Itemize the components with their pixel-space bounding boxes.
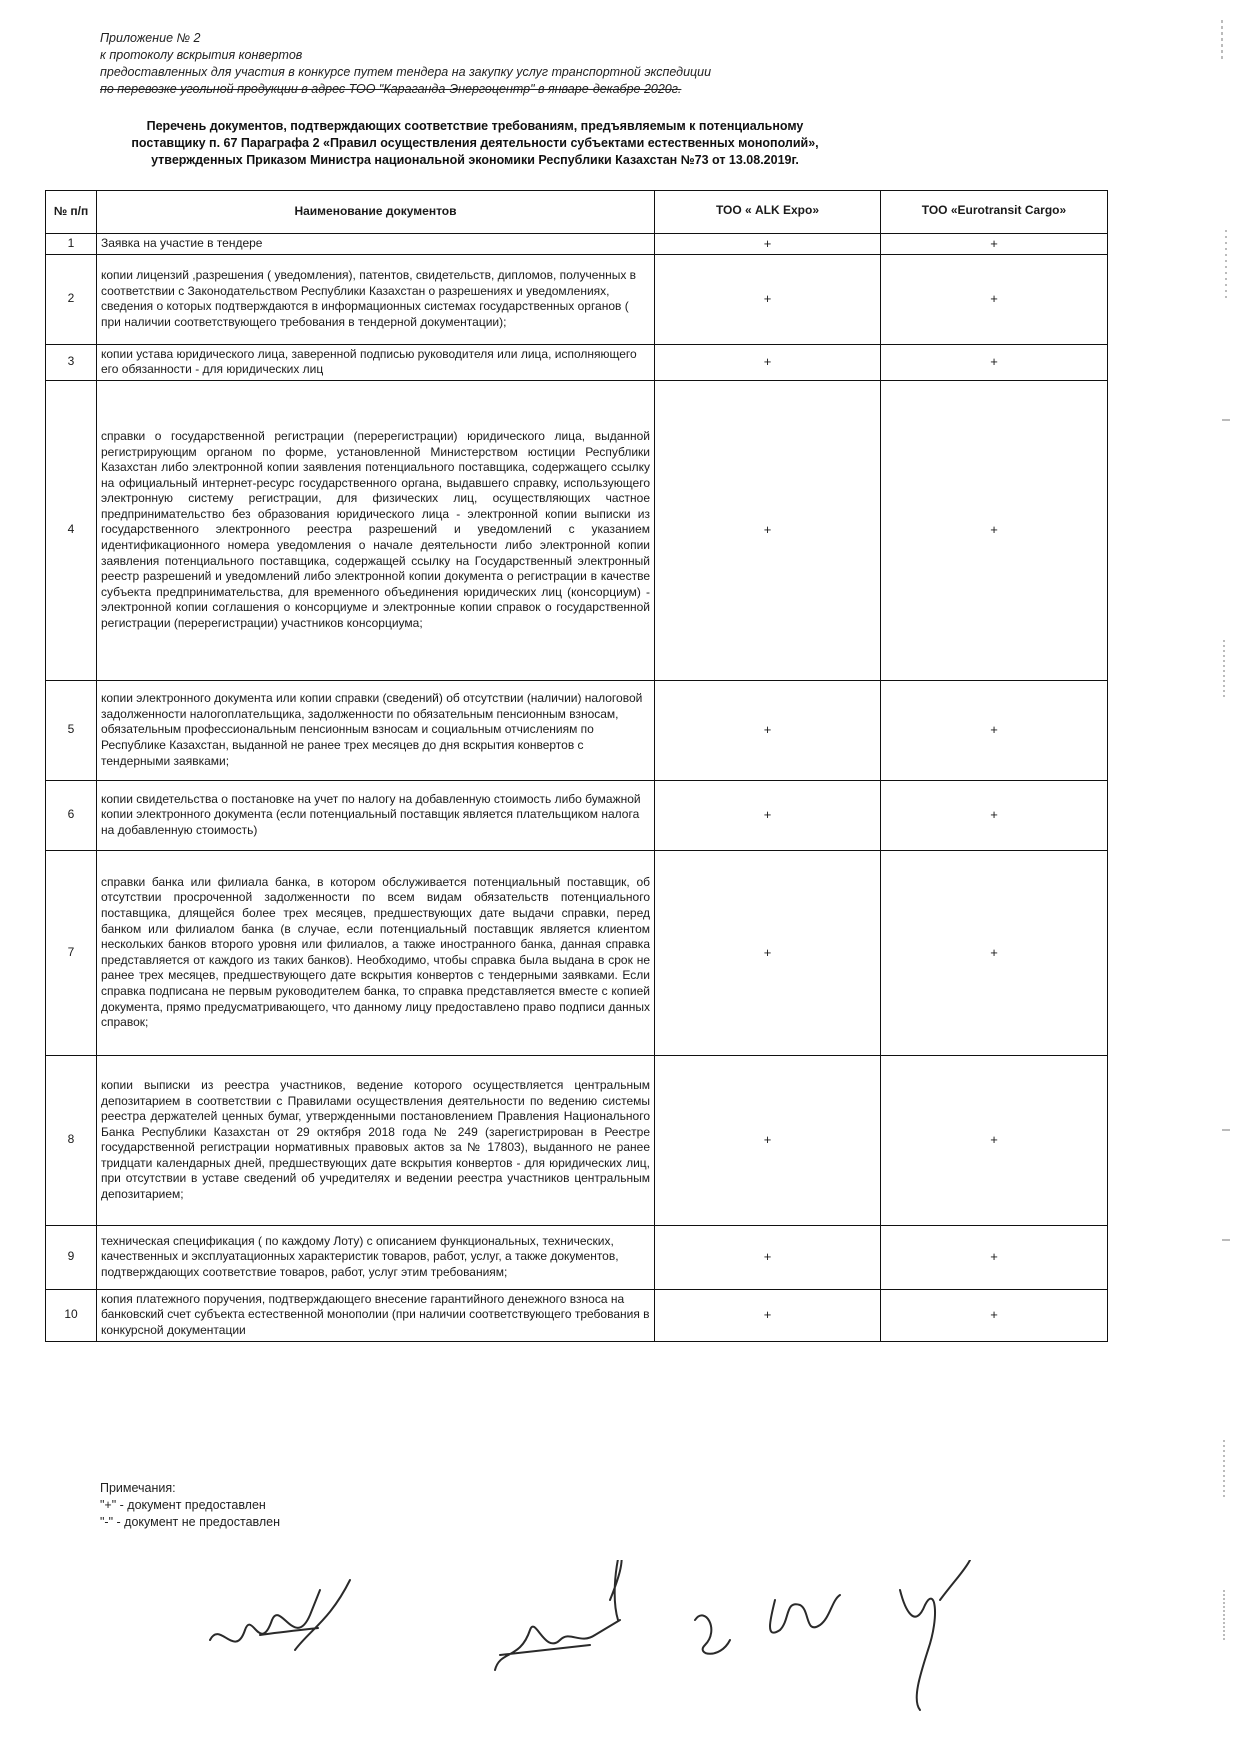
row-document-name: копия платежного поручения, подтверждающего внесение гарантийного денежного взноса на банковский счет субъекта естественной монополии (при наличии соответствующего требования в конкурсной документации — [97, 1289, 655, 1341]
table-row — [46, 680, 1108, 780]
table-row — [46, 780, 1108, 850]
document-title-line-3: утвержденных Приказом Министра национальной экономики Республики Казахстан №73 от 13.08.2019г. — [151, 153, 799, 167]
table-row — [46, 234, 1108, 255]
signature-2 — [495, 1560, 622, 1670]
row-number: 5 — [46, 680, 97, 780]
appendix-subject: по перевозке угольной продукции в адрес ТОО "Караганда-Энергоцентр" в январе-декабре 2020г. — [100, 82, 682, 96]
row-number: 1 — [46, 234, 97, 255]
row-eurotransit-cargo-mark: + — [881, 1289, 1108, 1341]
row-document-name: техническая спецификация ( по каждому Лоту) с описанием функциональных, технических, качественных и эксплуатационных характеристик товаров, работ, услуг, а также документов, подтверждающих соответствие товаров, работ, услуг этим требованиям; — [97, 1225, 655, 1289]
row-number: 3 — [46, 344, 97, 380]
table-header-row — [46, 191, 1108, 234]
table-row — [46, 1289, 1108, 1341]
row-alk-expo-mark: + — [655, 1055, 881, 1225]
document-title-line-2: поставщику п. 67 Параграфа 2 «Правил осуществления деятельности субъектами естественных монополий», — [131, 136, 819, 150]
header-alk-expo: ТОО « ALK Expo» — [655, 191, 881, 234]
notes-title: Примечания: — [100, 1481, 176, 1495]
row-eurotransit-cargo-mark: + — [881, 344, 1108, 380]
appendix-purpose: предоставленных для участия в конкурсе путем тендера на закупку услуг транспортной экспедиции — [100, 65, 712, 79]
document-title — [60, 118, 890, 169]
row-alk-expo-mark: + — [655, 1225, 881, 1289]
row-alk-expo-mark: + — [655, 780, 881, 850]
row-document-name: Заявка на участие в тендере — [97, 234, 655, 255]
row-alk-expo-mark: + — [655, 344, 881, 380]
table-row — [46, 850, 1108, 1055]
row-eurotransit-cargo-mark: + — [881, 780, 1108, 850]
scan-margin-marks — [1218, 0, 1232, 1754]
header-number: № п/п — [46, 191, 97, 234]
row-alk-expo-mark: + — [655, 380, 881, 680]
signature-3 — [695, 1615, 730, 1653]
signatures — [200, 1560, 1100, 1740]
table-row — [46, 380, 1108, 680]
row-eurotransit-cargo-mark: + — [881, 254, 1108, 344]
row-eurotransit-cargo-mark: + — [881, 850, 1108, 1055]
table-row — [46, 1055, 1108, 1225]
row-document-name: копии электронного документа или копии справки (сведений) об отсутствии (наличии) налоговой задолженности налогоплательщика, задолженности по обязательным пенсионным взносам, обязательным профессиональным пенсионным взносам и социальным отчислениям по Республике Казахстан, выданной не ранее трех месяцев до дня вскрытия конвертов с тендерными заявками; — [97, 680, 655, 780]
signature-4 — [770, 1595, 840, 1633]
row-alk-expo-mark: + — [655, 850, 881, 1055]
appendix-header — [100, 30, 820, 98]
signature-5 — [900, 1560, 970, 1710]
appendix-protocol: к протоколу вскрытия конвертов — [100, 48, 303, 62]
row-number: 8 — [46, 1055, 97, 1225]
notes-plus-legend: "+" - документ предоставлен — [100, 1498, 266, 1512]
row-alk-expo-mark: + — [655, 680, 881, 780]
header-eurotransit-cargo: ТОО «Eurotransit Cargo» — [881, 191, 1108, 234]
row-eurotransit-cargo-mark: + — [881, 234, 1108, 255]
row-alk-expo-mark: + — [655, 254, 881, 344]
row-number: 7 — [46, 850, 97, 1055]
row-document-name: копии устава юридического лица, заверенной подписью руководителя или лица, исполняющего его обязанности - для юридических лиц — [97, 344, 655, 380]
header-document-name: Наименование документов — [97, 191, 655, 234]
row-document-name: справки банка или филиала банка, в котором обслуживается потенциальный поставщик, об отсутствии просроченной задолженности по всем видам обязательств потенциального поставщика, длящейся более трех месяцев, предшествующих дате выдачи справки, перед банком или филиалом банка (в случае, если потенциальный поставщик является клиентом нескольких банков второго уровня или филиалов, а также иностранного банка, данная справка представляется от каждого из таких банков). Необходимо, чтобы справка была выдана в срок не ранее трех месяцев, предшествующего дате вскрытия конвертов с тендерными заявками. Если справка подписана не первым руководителем банка, то справка представляется вместе с копией документа, прямо предусматривающего, что данному лицу предоставлено право подписи данных справок; — [97, 850, 655, 1055]
row-document-name: копии выписки из реестра участников, ведение которого осуществляется центральным депозитарием в соответствии с Правилами осуществления деятельности по ведению системы реестра держателей ценных бумаг, утвержденными постановлением Правления Национального Банка Республики Казахстан от 29 октября 2018 года № 249 (зарегистрирован в Реестре государственной регистрации нормативных правовых актов за № 17803), выданного не ранее тридцати календарных дней, предшествующих дате вскрытия конвертов - для юридических лиц, при отсутствии в уставе сведений об учредителях и ведении реестра участников центральным депозитарием; — [97, 1055, 655, 1225]
table-row — [46, 344, 1108, 380]
row-number: 4 — [46, 380, 97, 680]
row-document-name: справки о государственной регистрации (перерегистрации) юридического лица, выданной регистрирующим органом по форме, установленной Министерством юстиции Республики Казахстан либо электронной копии заявления потенциального поставщика, содержащего ссылку на официальный интернет-ресурс государственного органа, выдавшего справку, использующего электронную систему регистрации, для физических лиц, осуществляющих частное предпринимательство без образования юридического лица - электронной копии выписки из государственного электронного реестра разрешений и уведомлений с указанием идентификационного номера уведомления о начале деятельности либо электронной копии заявления потенциального поставщика, содержащей ссылку на Государственный электронный реестр разрешений и уведомлений либо электронной копии документа о регистрации в качестве субъекта предпринимательства, для временного объединения юридических лиц (консорциум) - электронной копии соглашения о консорциуме и электронные копии справок о государственной регистрации (перерегистрации) участников консорциума; — [97, 380, 655, 680]
appendix-number: Приложение № 2 — [100, 31, 201, 45]
row-number: 9 — [46, 1225, 97, 1289]
row-eurotransit-cargo-mark: + — [881, 1055, 1108, 1225]
row-eurotransit-cargo-mark: + — [881, 380, 1108, 680]
row-number: 6 — [46, 780, 97, 850]
row-document-name: копии свидетельства о постановке на учет по налогу на добавленную стоимость либо бумажной копии электронного документа (если потенциальный поставщик является плательщиком налога на добавленную стоимость) — [97, 780, 655, 850]
document-title-line-1: Перечень документов, подтверждающих соответствие требованиям, предъявляемым к потенциальному — [146, 119, 804, 133]
row-number: 10 — [46, 1289, 97, 1341]
signature-1 — [210, 1580, 350, 1650]
notes — [100, 1480, 500, 1531]
row-eurotransit-cargo-mark: + — [881, 680, 1108, 780]
documents-table — [45, 190, 1108, 1342]
row-number: 2 — [46, 254, 97, 344]
row-alk-expo-mark: + — [655, 234, 881, 255]
row-document-name: копии лицензий ,разрешения ( уведомления), патентов, свидетельств, дипломов, полученных в соответствии с Законодательством Республики Казахстан о разрешениях и уведомлениях, сведения о которых подтверждаются в информационных системах государственных органов ( при наличии соответствующего требования в тендерной документации); — [97, 254, 655, 344]
table-row — [46, 254, 1108, 344]
row-alk-expo-mark: + — [655, 1289, 881, 1341]
notes-minus-legend: "-" - документ не предоставлен — [100, 1515, 281, 1529]
table-row — [46, 1225, 1108, 1289]
row-eurotransit-cargo-mark: + — [881, 1225, 1108, 1289]
